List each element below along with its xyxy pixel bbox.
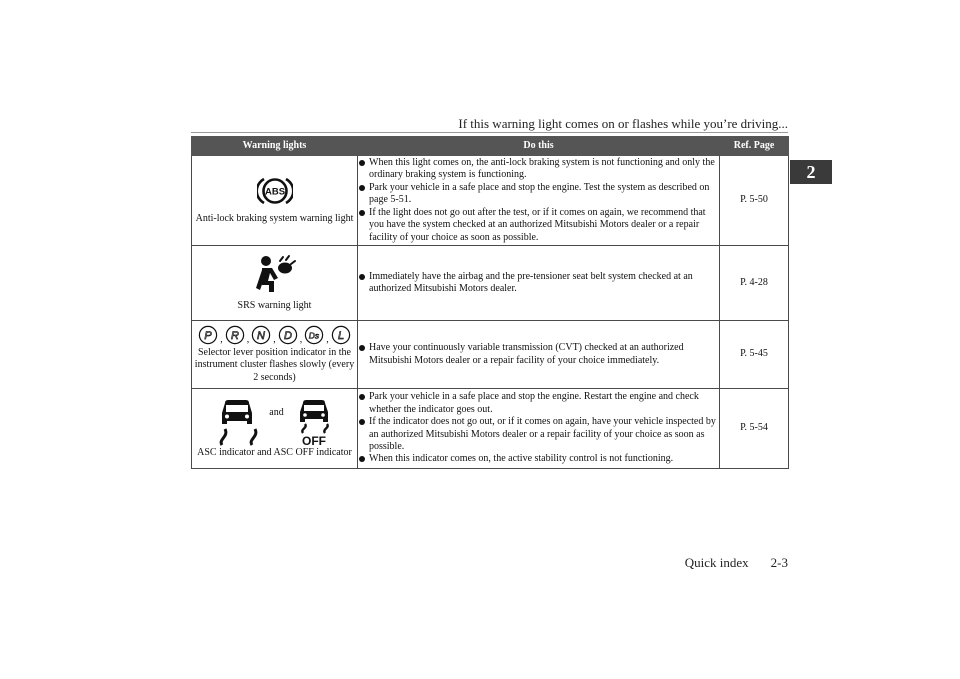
svg-text:R: R [230, 329, 239, 342]
action-item: When this light comes on, the anti-lock braking system is not functioning and only the ordinary braking system is functioning. [358, 157, 719, 182]
chapter-tab: 2 [790, 160, 832, 184]
table-row-srs [192, 246, 789, 321]
table-row-selector [192, 321, 789, 389]
action-item: Immediately have the airbag and the pre-tensioner seat belt system checked at an authorized Mitsubishi Motors dealer. [358, 271, 719, 296]
separator: , [299, 333, 303, 345]
ref-page-cell: P. 5-45 [720, 321, 789, 389]
abs-icon [257, 175, 293, 207]
separator: , [273, 333, 276, 345]
selector-position-l-icon [331, 325, 351, 345]
selector-position-r-icon [225, 325, 245, 345]
and-text: and [269, 407, 284, 419]
page-header-title: If this warning light comes on or flashes while you’re driving... [458, 116, 788, 131]
table-row-asc [192, 389, 789, 469]
column-header-ref-page: Ref. Page [720, 137, 789, 156]
footer-page-number: 2-3 [770, 555, 788, 570]
asc-off-icon [294, 397, 334, 447]
warning-light-name: ASC indicator and ASC OFF indicator [197, 447, 352, 459]
footer-section-name: Quick index [684, 555, 749, 570]
svg-text:P: P [204, 329, 212, 342]
page-footer [685, 555, 788, 571]
do-this-cell [358, 321, 720, 389]
action-item: Have your continuously variable transmission (CVT) checked at an authorized Mitsubishi Motors dealer or a repair facility of your choice immediately. [358, 342, 719, 367]
warning-light-name: SRS warning light [237, 299, 312, 311]
do-this-cell [358, 246, 720, 321]
warning-lights-table [191, 136, 789, 469]
svg-text:Ds: Ds [309, 330, 320, 341]
table-header-row [192, 137, 789, 156]
svg-text:D: D [283, 329, 292, 342]
separator: , [220, 333, 223, 345]
srs-airbag-icon [252, 254, 298, 294]
action-item: When this indicator comes on, the active stability control is not functioning. [358, 453, 719, 465]
column-header-do-this: Do this [358, 137, 720, 156]
ref-page-cell: P. 5-54 [720, 389, 789, 469]
warning-light-cell [192, 246, 358, 321]
warning-light-name: Anti-lock braking system warning light [195, 213, 354, 225]
warning-light-cell [192, 156, 358, 246]
selector-position-icons [192, 325, 357, 345]
column-header-warning-lights: Warning lights [192, 137, 358, 156]
header-divider [191, 132, 788, 133]
selector-position-ds-icon [304, 325, 324, 345]
asc-icon [215, 397, 259, 447]
do-this-cell [358, 389, 720, 469]
table-row-abs [192, 156, 789, 246]
selector-position-p-icon [198, 325, 218, 345]
warning-light-cell [192, 321, 358, 389]
selector-position-d-icon [278, 325, 298, 345]
separator: , [326, 333, 329, 345]
svg-text:ABS: ABS [264, 186, 285, 198]
warning-light-cell [192, 389, 358, 469]
svg-text:L: L [337, 329, 344, 342]
action-item: If the light does not go out after the test, or if it comes on again, we recommend that you have the system checked at an authorized Mitsubishi Motors dealer or a repair facility of your choice as soon as possible. [358, 207, 719, 244]
do-this-cell [358, 156, 720, 246]
ref-page-cell: P. 4-28 [720, 246, 789, 321]
svg-text:N: N [257, 329, 266, 342]
ref-page-cell: P. 5-50 [720, 156, 789, 246]
action-item: Park your vehicle in a safe place and stop the engine. Test the system as described on page 5-51. [358, 182, 719, 207]
action-item: Park your vehicle in a safe place and stop the engine. Restart the engine and check whether the indicator goes out. [358, 391, 719, 416]
separator: , [246, 333, 250, 345]
warning-light-name: Selector lever position indicator in the instrument cluster flashes slowly (every 2 seconds) [194, 346, 355, 383]
action-item: If the indicator does not go out, or if it comes on again, have your vehicle inspected by an authorized Mitsubishi Motors dealer or a repair facility of your choice as soon as possible. [358, 416, 719, 453]
svg-text:OFF: OFF [301, 434, 326, 448]
selector-position-n-icon [251, 325, 271, 345]
